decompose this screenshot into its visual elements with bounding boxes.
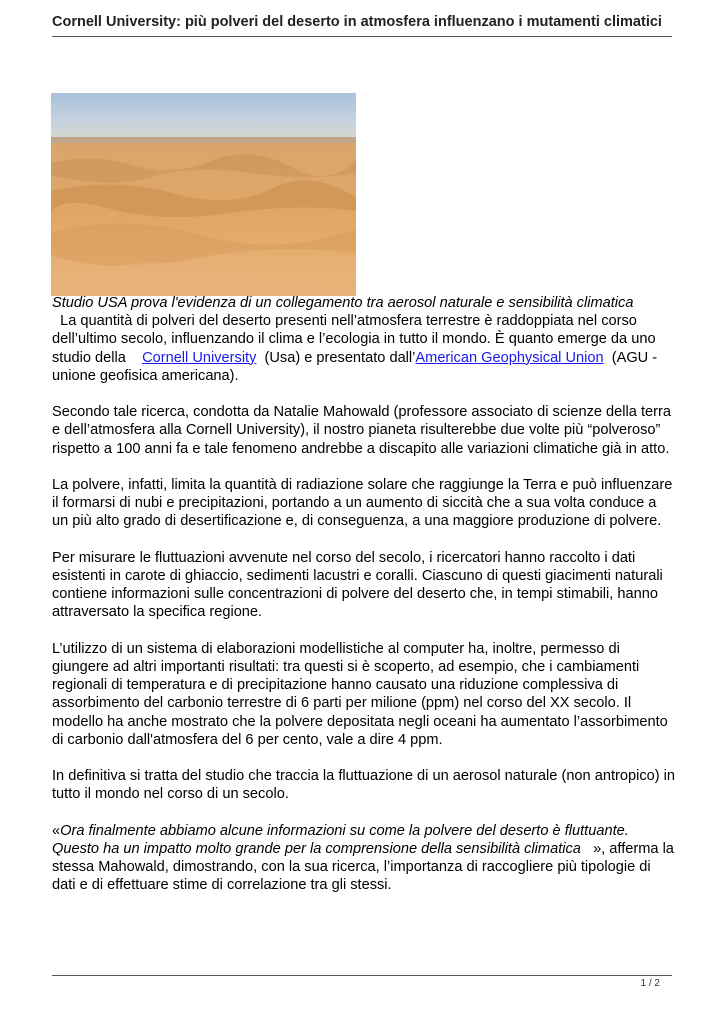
paragraph-intro (52, 312, 676, 385)
paragraph-quote (52, 822, 676, 895)
intro-text: La quantità di polveri del deserto presenti nell’atmosfera terrestre è raddoppiata nel corso dell’ultimo secolo, influenzando il clima e l’ecologia in tutto il mondo. È quanto emerge da uno studio della (52, 313, 656, 366)
paragraph-conclusion: In definitiva si tratta del studio che traccia la fluttuazione di un aerosol naturale (non antropico) in tutto il mondo nel corso di un secolo. (52, 768, 676, 803)
quote-attribution: », afferma la stessa Mahowald, dimostrando, con la sua ricerca, l’importanza di raccogliere più tipologie di dati e di effettuare stime di correlazione tra gli stessi. (52, 841, 674, 894)
page-number: 1 / 2 (640, 978, 660, 989)
american-geophysical-union-link[interactable]: American Geophysical Union (415, 349, 604, 366)
image-caption: Studio USA prova l'evidenza di un collegamento tra aerosol naturale e sensibilità climatica (52, 295, 634, 311)
paragraph-modelling: L’utilizzo di un sistema di elaborazioni modellistiche al computer ha, inoltre, permesso di giungere ad altri importanti risultati: tra questi si è scoperto, ad esempio, che i cambiamenti regionali di temperatura e di precipitazione hanno causato una riduzione complessiva di assorbimento del carbonio terrestre di 6 parti per milione (ppm) nel corso del XX secolo. Il modello ha anche mostrato che la polvere depositata negli oceani ha aumentato l’assorbimento di carbonio dall'atmosfera del 6 per cento, vale a dire 4 ppm. (52, 640, 668, 748)
paragraph-dust-effects: La polvere, infatti, limita la quantità di radiazione solare che raggiunge la Terra e può influenzare il formarsi di nubi e precipitazioni, portando a un aumento di siccità che a sua volta conduce a un più alto grado di desertificazione e, di conseguenza, a una maggiore produzione di polvere. (52, 477, 673, 530)
intro-middle-text: (Usa) e presentato dall’ (264, 349, 416, 366)
cornell-university-link[interactable]: Cornell University (142, 349, 257, 366)
intro-end-text: (AGU - unione geofisica americana). (52, 349, 658, 384)
article-body (52, 294, 676, 913)
mahowald-quote: Ora finalmente abbiamo alcune informazioni su come la polvere del deserto è fluttuante. Questo ha un impatto molto grande per la comprensione della sensibilità climatica (52, 822, 629, 857)
desert-dunes-photo (51, 93, 356, 296)
footer-divider (52, 975, 672, 976)
paragraph-measurement: Per misurare le fluttuazioni avvenute nel corso del secolo, i ricercatori hanno raccolto i dati esistenti in carote di ghiaccio, sedimenti lacustri e coralli. Ciascuno di questi giacimenti naturali contiene informazioni sulle concentrazioni di polvere del deserto che, in tempi stimabili, hanno attraversato la specifica regione. (52, 549, 663, 621)
header-divider (52, 36, 672, 37)
quote-open-mark: « (52, 822, 61, 839)
document-header-title: Cornell University: più polveri del deserto in atmosfera influenzano i mutamenti climatici (52, 14, 662, 30)
paragraph-research: Secondo tale ricerca, condotta da Natalie Mahowald (professore associato di scienze della terra e dell’atmosfera alla Cornell University), il nostro pianeta risulterebbe due volte più “polveroso” rispetto a 100 anni fa e tale fenomeno andrebbe a discapito alle variazioni climatiche già in atto. (52, 404, 671, 457)
